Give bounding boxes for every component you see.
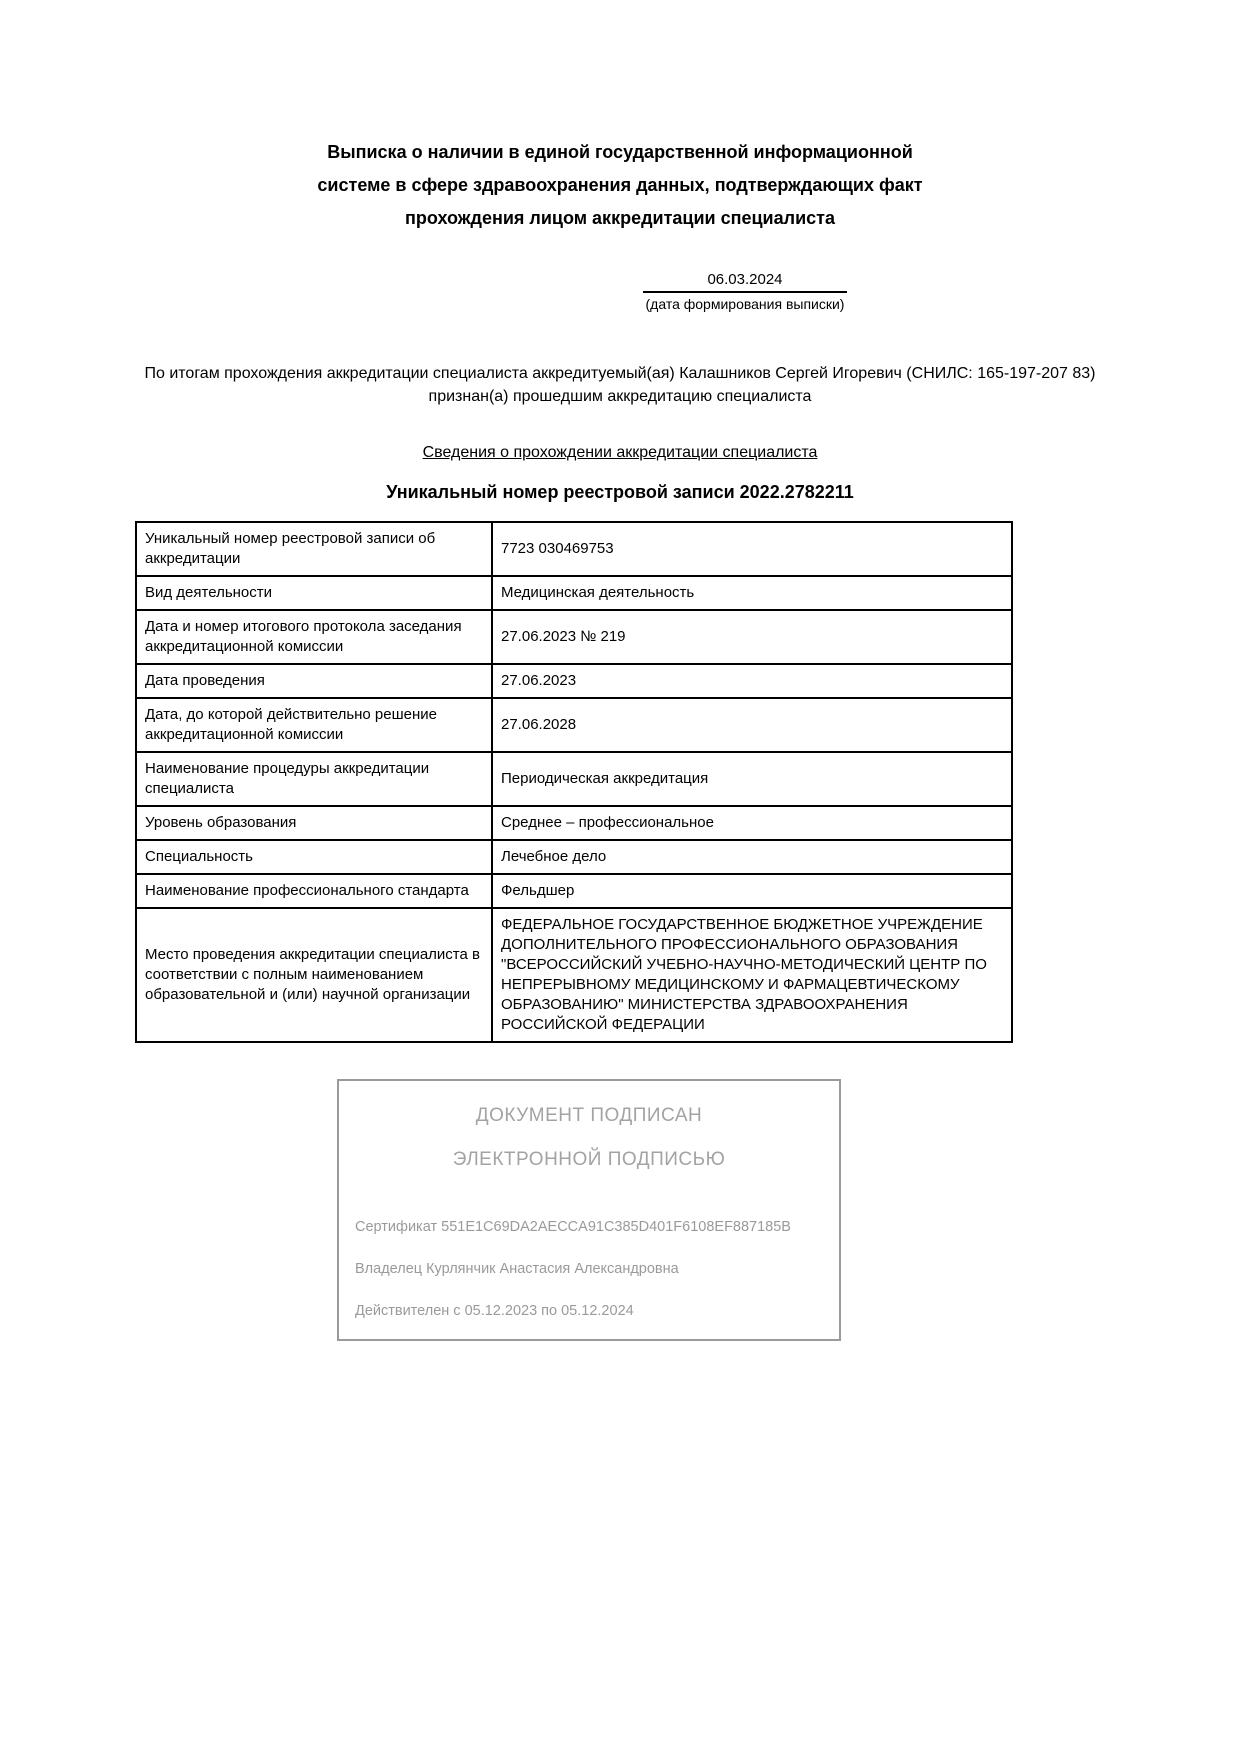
row-value: 27.06.2028 bbox=[492, 698, 1012, 752]
row-label: Уникальный номер реестровой записи об аккредитации bbox=[136, 522, 492, 576]
row-label: Вид деятельности bbox=[136, 576, 492, 610]
electronic-signature-box bbox=[337, 1079, 841, 1341]
section-heading: Сведения о прохождении аккредитации специалиста bbox=[422, 444, 818, 461]
row-label: Место проведения аккредитации специалиста в соответствии с полным наименованием образовательной и (или) научной организации bbox=[136, 908, 492, 1042]
row-value: 27.06.2023 № 219 bbox=[492, 610, 1012, 664]
row-label: Специальность bbox=[136, 840, 492, 874]
table-row bbox=[136, 874, 1012, 908]
row-label: Наименование профессионального стандарта bbox=[136, 874, 492, 908]
row-value: ФЕДЕРАЛЬНОЕ ГОСУДАРСТВЕННОЕ БЮДЖЕТНОЕ УЧРЕЖДЕНИЕ ДОПОЛНИТЕЛЬНОГО ПРОФЕССИОНАЛЬНОГО ОБРАЗОВАНИЯ "ВСЕРОССИЙСКИЙ УЧЕБНО-НАУЧНО-МЕТОДИЧЕСКИЙ ЦЕНТР ПО НЕПРЕРЫВНОМУ МЕДИЦИНСКОМУ И ФАРМАЦЕВТИЧЕСКОМУ ОБРАЗОВАНИЮ" МИНИСТЕРСТВА ЗДРАВООХРАНЕНИЯ РОССИЙСКОЙ ФЕДЕРАЦИИ bbox=[492, 908, 1012, 1042]
title-line-2: системе в сфере здравоохранения данных, подтверждающих факт bbox=[317, 175, 923, 195]
formation-date-block bbox=[643, 271, 847, 312]
signature-heading-line-1: ДОКУМЕНТ ПОДПИСАН bbox=[475, 1105, 703, 1126]
table-row bbox=[136, 576, 1012, 610]
row-label: Наименование процедуры аккредитации специалиста bbox=[136, 752, 492, 806]
table-row bbox=[136, 908, 1012, 1042]
row-label: Уровень образования bbox=[136, 806, 492, 840]
row-value: Среднее – профессиональное bbox=[492, 806, 1012, 840]
row-label: Дата, до которой действительно решение аккредитационной комиссии bbox=[136, 698, 492, 752]
row-value: Фельдшер bbox=[492, 874, 1012, 908]
row-value: 27.06.2023 bbox=[492, 664, 1012, 698]
signature-validity: Действителен с 05.12.2023 по 05.12.2024 bbox=[355, 1303, 634, 1319]
document-title bbox=[0, 0, 1240, 235]
row-value: Лечебное дело bbox=[492, 840, 1012, 874]
table-row bbox=[136, 664, 1012, 698]
title-line-3: прохождения лицом аккредитации специалиста bbox=[405, 208, 835, 228]
signature-heading-line-2: ЭЛЕКТРОННОЙ ПОДПИСЬЮ bbox=[452, 1149, 726, 1170]
row-label: Дата и номер итогового протокола заседания аккредитационной комиссии bbox=[136, 610, 492, 664]
registry-number-heading: Уникальный номер реестровой записи 2022.2782211 bbox=[386, 482, 854, 502]
accreditation-details-table bbox=[135, 521, 1013, 1043]
table-row bbox=[136, 840, 1012, 874]
table-row bbox=[136, 806, 1012, 840]
signature-certificate: Сертификат 551E1C69DA2AECCA91C385D401F6108EF887185B bbox=[355, 1219, 791, 1235]
table-row bbox=[136, 522, 1012, 576]
formation-date: 06.03.2024 bbox=[643, 271, 847, 293]
row-value: Периодическая аккредитация bbox=[492, 752, 1012, 806]
table-row bbox=[136, 752, 1012, 806]
intro-paragraph: По итогам прохождения аккредитации специалиста аккредитуемый(ая) Калашников Сергей Игоревич (СНИЛС: 165-197-207 83) признан(а) прошедшим аккредитацию специалиста bbox=[144, 365, 1096, 405]
formation-date-caption: (дата формирования выписки) bbox=[645, 296, 845, 312]
signature-owner: Владелец Курлянчик Анастасия Александровна bbox=[355, 1261, 679, 1277]
row-value: Медицинская деятельность bbox=[492, 576, 1012, 610]
row-value: 7723 030469753 bbox=[492, 522, 1012, 576]
table-row bbox=[136, 698, 1012, 752]
table-row bbox=[136, 610, 1012, 664]
title-line-1: Выписка о наличии в единой государственной информационной bbox=[327, 142, 913, 162]
row-label: Дата проведения bbox=[136, 664, 492, 698]
